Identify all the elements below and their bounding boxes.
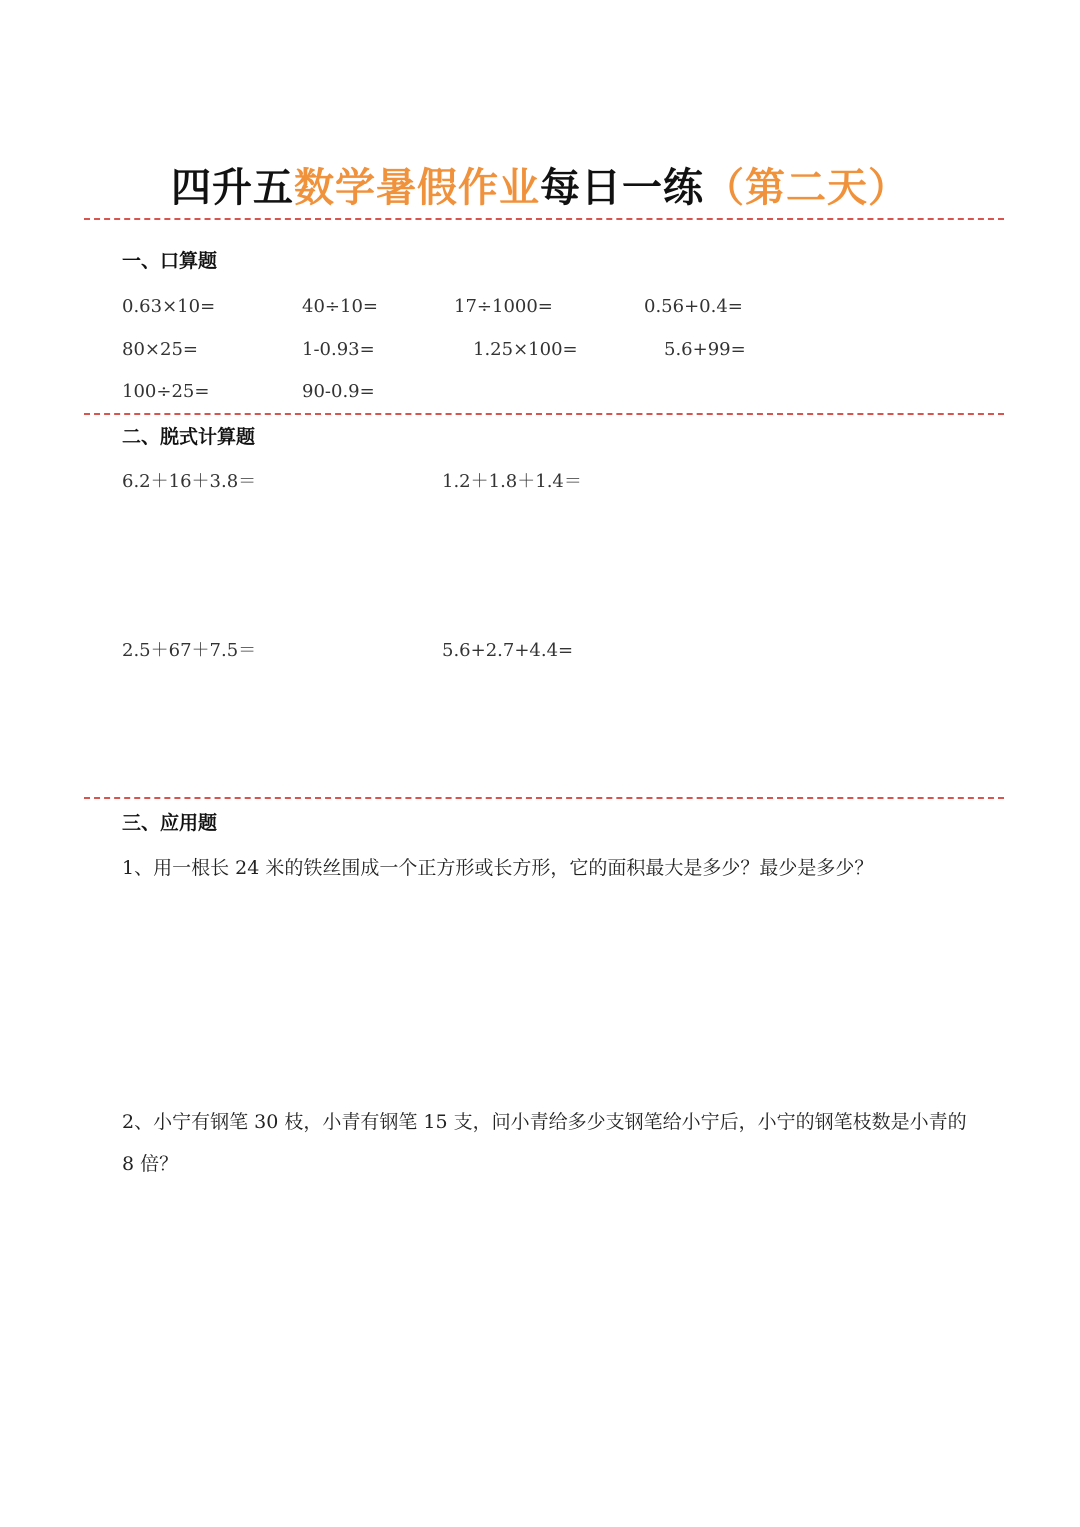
calculation-item: 6.2＋16＋3.8＝ [122, 471, 257, 492]
calculation-item: 2.5＋67＋7.5＝ [122, 640, 257, 661]
mental-math-item: 5.6+99= [664, 339, 746, 360]
mental-math-item: 80×25= [122, 339, 198, 360]
title-part-grade: 四升五 [171, 165, 294, 211]
word-problem: 2、小宁有钢笔 30 枝，小青有钢笔 15 支，问小青给多少支钢笔给小宁后，小宁的钢笔枝数是小青的 8 倍？ [122, 1111, 967, 1175]
mental-math-item: 1.25×100= [473, 339, 578, 360]
title-part-subject: 数学暑假作业 [294, 165, 540, 211]
page-title [0, 160, 1080, 216]
calculation-item: 1.2＋1.8＋1.4＝ [442, 471, 582, 492]
divider-top [84, 218, 1004, 220]
title-part-daily: 每日一练 [540, 165, 704, 211]
divider-section1 [84, 413, 1004, 415]
mental-math-item: 0.56+0.4= [644, 296, 743, 317]
mental-math-item: 100÷25= [122, 381, 210, 402]
title-part-day: （第二天） [704, 165, 909, 211]
word-problem: 1、用一根长 24 米的铁丝围成一个正方形或长方形，它的面积最大是多少？最少是多少？ [122, 857, 874, 879]
divider-section2 [84, 797, 1004, 799]
mental-math-item: 0.63×10= [122, 296, 216, 317]
mental-math-item: 90-0.9= [302, 381, 375, 402]
section-heading-word-problems: 三、应用题 [122, 812, 218, 834]
calculation-item: 5.6+2.7+4.4= [442, 640, 574, 661]
mental-math-item: 17÷1000= [454, 296, 553, 317]
mental-math-item: 40÷10= [302, 296, 378, 317]
section-heading-mental-math: 一、口算题 [122, 250, 218, 272]
mental-math-item: 1-0.93= [302, 339, 375, 360]
section-heading-calculation: 二、脱式计算题 [122, 426, 256, 448]
